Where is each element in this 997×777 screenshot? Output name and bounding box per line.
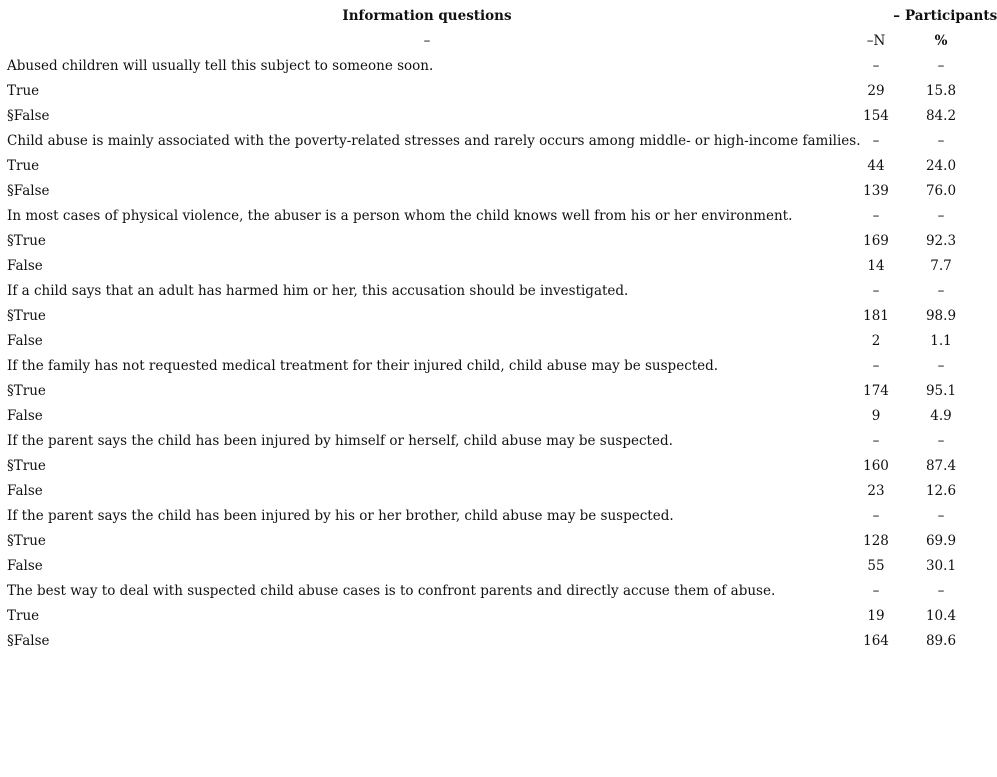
table-row <box>4 504 980 529</box>
row-n: 181 <box>863 308 889 324</box>
row-n: – <box>872 583 880 599</box>
row-percent: 30.1 <box>925 558 957 574</box>
table-row <box>4 604 980 629</box>
row-n: 139 <box>863 183 889 199</box>
row-percent: 84.2 <box>925 108 957 124</box>
table-row <box>4 429 980 454</box>
subheader-row <box>4 29 980 54</box>
row-n: 154 <box>863 108 889 124</box>
table-row <box>4 554 980 579</box>
row-text: §True <box>7 233 46 249</box>
row-text: Abused children will usually tell this subject to someone soon. <box>7 58 434 74</box>
table-row <box>4 54 980 79</box>
row-n: – <box>872 283 880 299</box>
row-text: False <box>7 483 43 499</box>
row-n: – <box>872 358 880 374</box>
table-row <box>4 479 980 504</box>
row-text: §True <box>7 458 46 474</box>
row-text: False <box>7 558 43 574</box>
row-n: 160 <box>863 458 889 474</box>
row-percent: 87.4 <box>925 458 957 474</box>
row-percent: 10.4 <box>925 608 957 624</box>
row-text: In most cases of physical violence, the abuser is a person whom the child knows well from his or her environment. <box>7 208 793 224</box>
table-row <box>4 179 980 204</box>
row-n: 174 <box>863 383 889 399</box>
table-row <box>4 529 980 554</box>
row-text: §True <box>7 383 46 399</box>
row-percent: 15.8 <box>925 83 957 99</box>
row-n: – <box>872 133 880 149</box>
row-percent: 1.1 <box>930 333 952 349</box>
table-row <box>4 279 980 304</box>
table-row <box>4 329 980 354</box>
header-dash: – <box>893 8 900 24</box>
row-percent: – <box>937 283 945 299</box>
subheader-dash: – <box>423 33 431 49</box>
row-percent: 95.1 <box>925 383 957 399</box>
row-percent: – <box>937 133 945 149</box>
row-n: 9 <box>871 408 881 424</box>
row-text: If the parent says the child has been injured by his or her brother, child abuse may be suspected. <box>7 508 674 524</box>
row-n: 128 <box>863 533 889 549</box>
row-text: True <box>7 158 40 174</box>
row-n: 169 <box>863 233 889 249</box>
row-text: False <box>7 333 43 349</box>
subheader-percent: % <box>934 33 948 49</box>
table-row <box>4 154 980 179</box>
row-percent: – <box>937 208 945 224</box>
table-row <box>4 229 980 254</box>
table-row <box>4 579 980 604</box>
row-text: §False <box>7 108 50 124</box>
row-n: 55 <box>867 558 885 574</box>
row-text: §True <box>7 533 46 549</box>
row-text: §False <box>7 183 50 199</box>
row-percent: – <box>937 583 945 599</box>
table-body <box>4 54 980 654</box>
row-percent: 7.7 <box>930 258 952 274</box>
row-n: 2 <box>871 333 881 349</box>
row-n: – <box>872 433 880 449</box>
table-row <box>4 454 980 479</box>
row-n: 44 <box>867 158 885 174</box>
row-n: 19 <box>867 608 885 624</box>
header-title: Information questions <box>342 8 512 24</box>
table-row <box>4 629 980 654</box>
row-n: – <box>872 58 880 74</box>
row-n: 164 <box>863 633 889 649</box>
table-row <box>4 104 980 129</box>
row-text: If the parent says the child has been injured by himself or herself, child abuse may be suspected. <box>7 433 673 449</box>
row-percent: – <box>937 358 945 374</box>
row-percent: 98.9 <box>925 308 957 324</box>
table-row <box>4 254 980 279</box>
table-row <box>4 79 980 104</box>
row-percent: 92.3 <box>925 233 957 249</box>
row-text: If a child says that an adult has harmed him or her, this accusation should be investigated. <box>7 283 629 299</box>
row-text: Child abuse is mainly associated with the poverty-related stresses and rarely occurs among middle- or high-income families. <box>7 133 861 149</box>
row-percent: 12.6 <box>925 483 957 499</box>
table-row <box>4 304 980 329</box>
row-text: If the family has not requested medical treatment for their injured child, child abuse may be suspected. <box>7 358 719 374</box>
subheader-n: –N <box>866 33 886 49</box>
information-questions-table <box>4 4 997 654</box>
row-text: §False <box>7 633 50 649</box>
row-text: False <box>7 258 43 274</box>
row-percent: 24.0 <box>925 158 957 174</box>
row-percent: 76.0 <box>925 183 957 199</box>
table-row <box>4 379 980 404</box>
table-row <box>4 129 980 154</box>
row-percent: 4.9 <box>930 408 952 424</box>
row-n: 23 <box>867 483 885 499</box>
row-n: 14 <box>867 258 885 274</box>
row-n: 29 <box>867 83 885 99</box>
row-text: True <box>7 83 40 99</box>
header-participants: Participants <box>905 8 997 24</box>
row-percent: – <box>937 58 945 74</box>
table-row <box>4 354 980 379</box>
row-n: – <box>872 508 880 524</box>
row-n: – <box>872 208 880 224</box>
table-row <box>4 404 980 429</box>
row-percent: – <box>937 433 945 449</box>
row-percent: 69.9 <box>925 533 957 549</box>
row-text: True <box>7 608 40 624</box>
table-row <box>4 204 980 229</box>
row-percent: – <box>937 508 945 524</box>
row-percent: 89.6 <box>925 633 957 649</box>
row-text: The best way to deal with suspected child abuse cases is to confront parents and directly accuse them of abuse. <box>7 583 776 599</box>
header-row <box>4 4 980 29</box>
row-text: §True <box>7 308 46 324</box>
row-text: False <box>7 408 43 424</box>
